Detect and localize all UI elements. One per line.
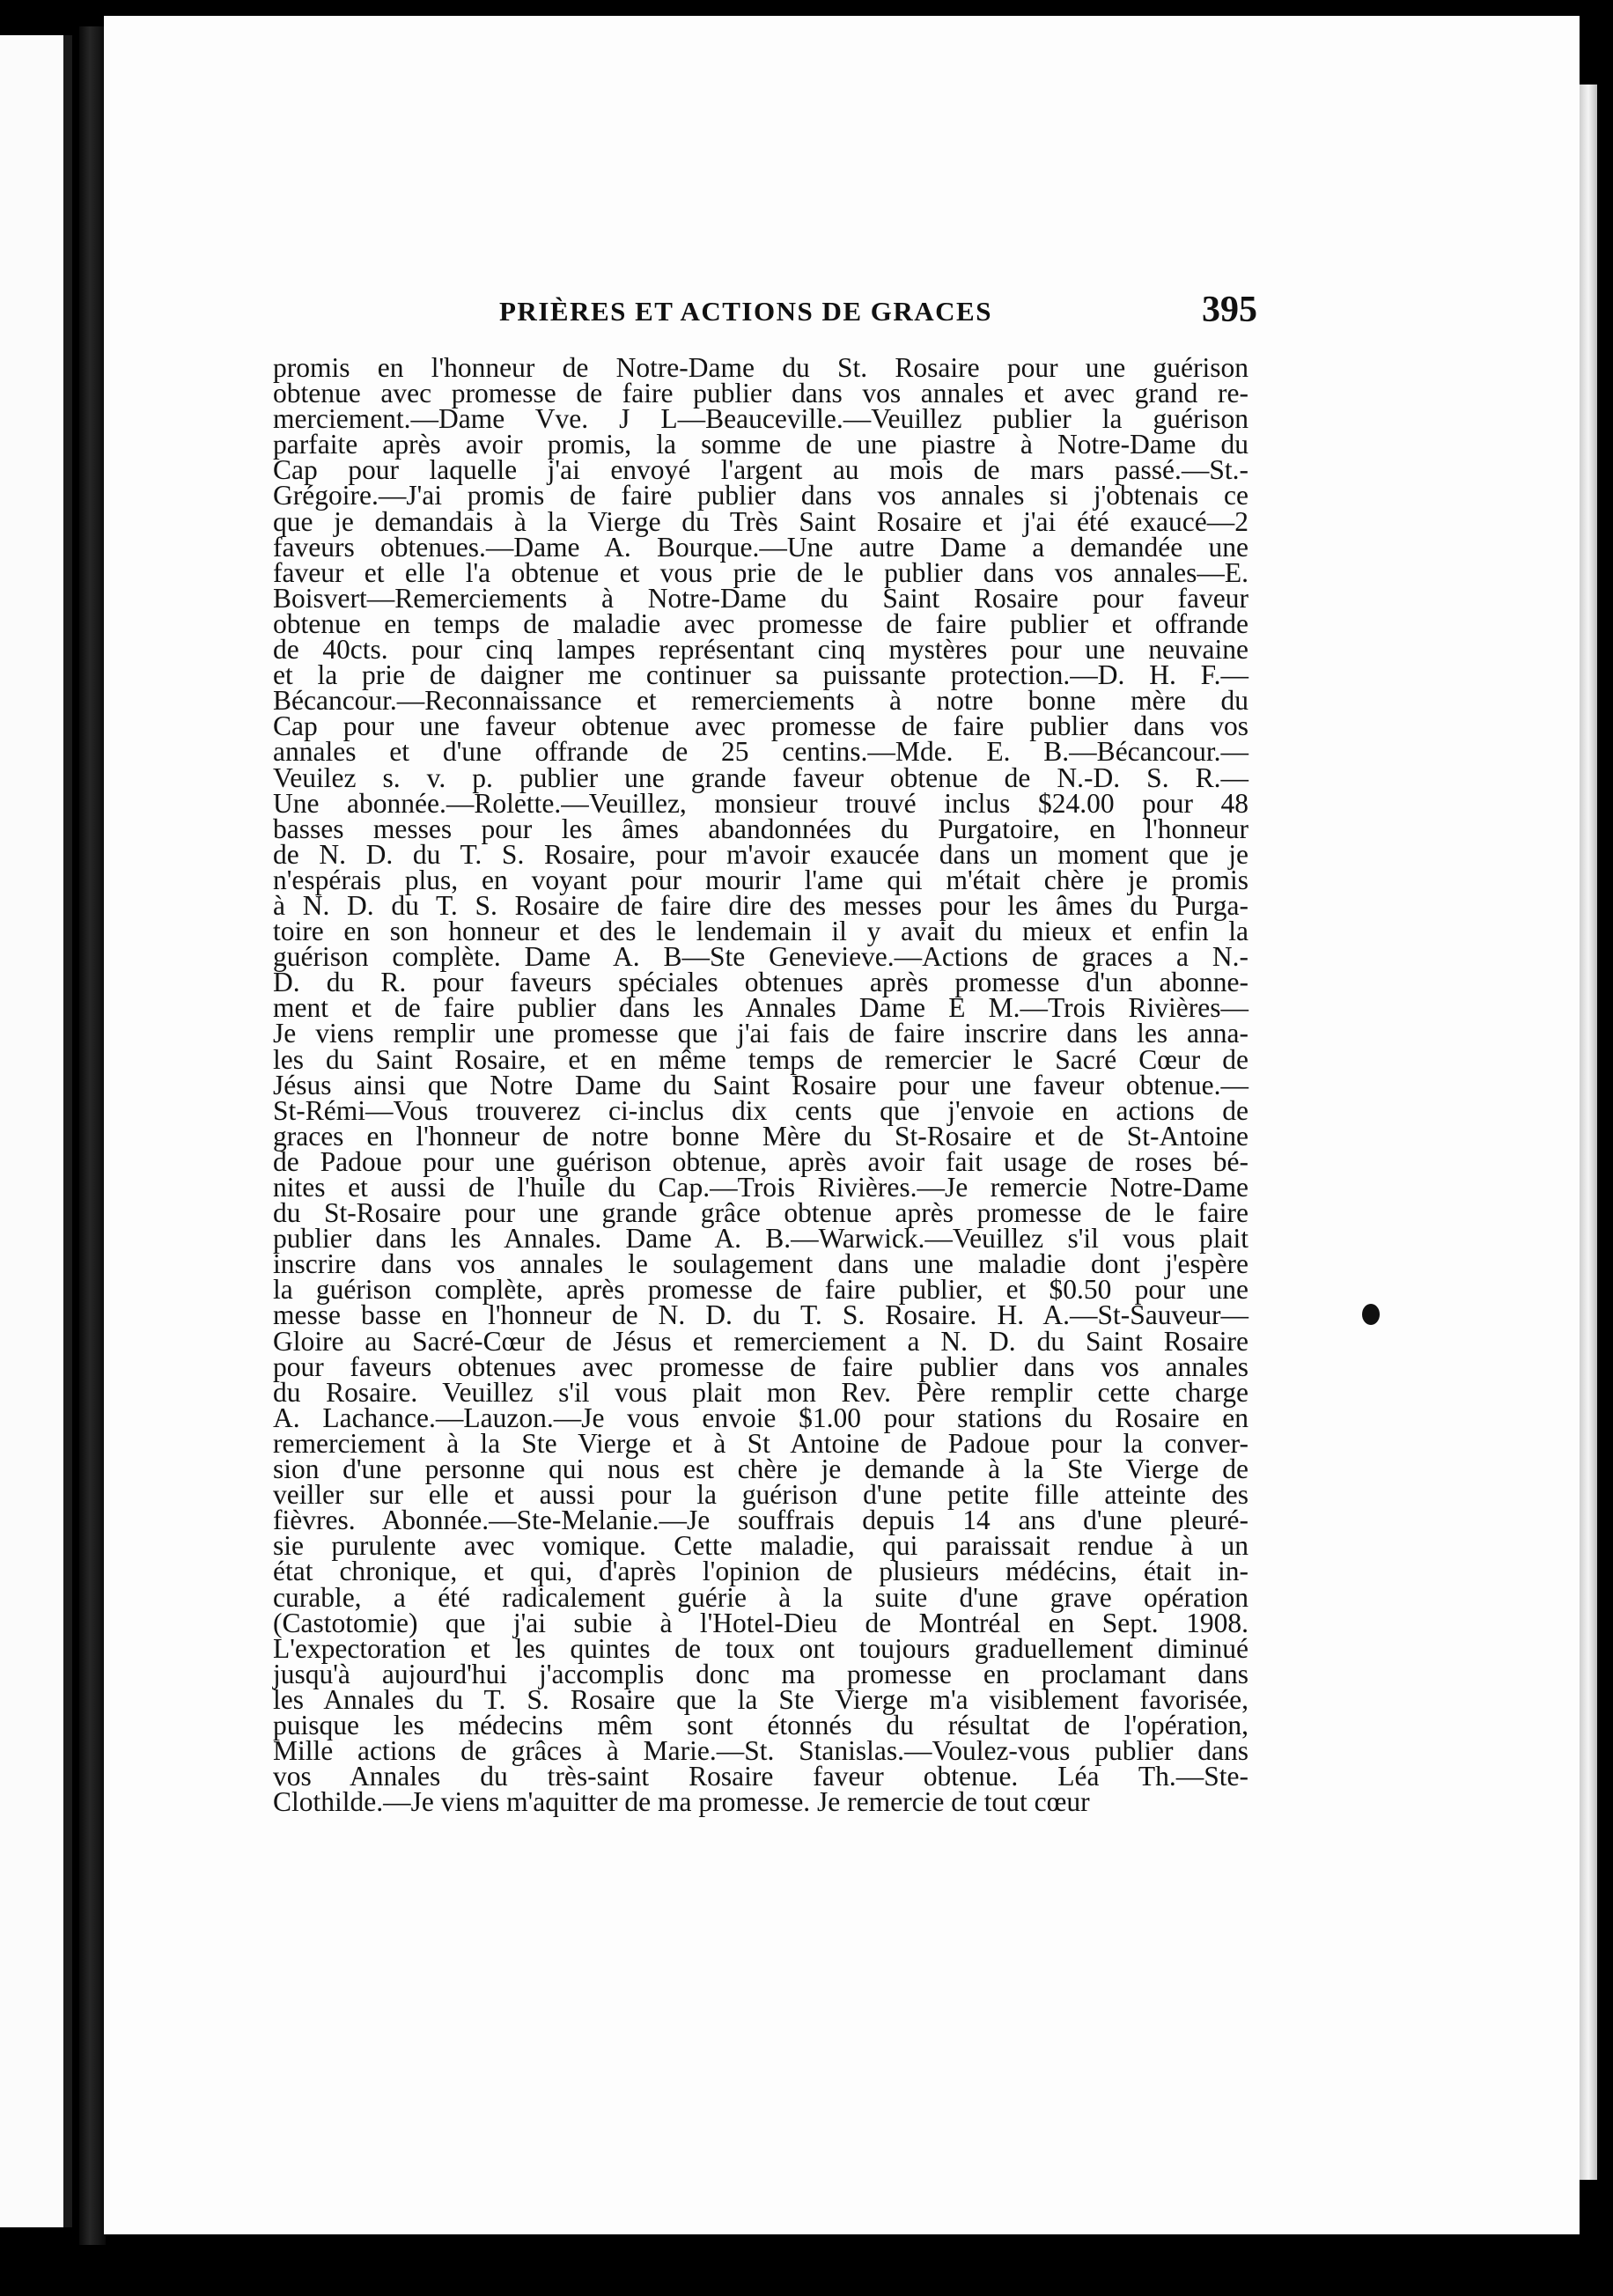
text-line: de Padoue pour une guérison obtenue, après avoir fait usage de roses bé- bbox=[273, 1145, 1248, 1177]
text-line: L'expectoration et les quintes de toux ont toujours graduellement diminué bbox=[273, 1632, 1248, 1664]
text-line: état chronique, et qui, d'après l'opinion de plusieurs médécins, était in- bbox=[273, 1556, 1248, 1587]
text-line: merciement.—Dame Vve. J L—Beauceville.—Veuillez publier la guérison bbox=[273, 403, 1248, 435]
text-line: fièvres. Abonnée.—Ste-Melanie.—Je souffrais depuis 14 ans d'une pleuré- bbox=[273, 1505, 1248, 1536]
text-line: de 40cts. pour cinq lampes représentant cinq mystères pour une neuvaine bbox=[273, 634, 1248, 666]
text-line: Cap pour laquelle j'ai envoyé l'argent au mois de mars passé.—St.- bbox=[273, 454, 1248, 486]
text-line: parfaite après avoir promis, la somme de une piastre à Notre-Dame du bbox=[273, 429, 1248, 460]
text-line: Veuilez s. v. p. publier une grande faveur obtenue de N.-D. S. R.— bbox=[273, 762, 1248, 793]
text-line: jusqu'à aujourd'hui j'accomplis donc ma promesse en proclamant dans bbox=[273, 1658, 1248, 1689]
text-line: Jésus ainsi que Notre Dame du Saint Rosaire pour une faveur obtenue.— bbox=[273, 1069, 1248, 1100]
text-line: Mille actions de grâces à Marie.—St. Stanislas.—Voulez-vous publier dans bbox=[273, 1735, 1248, 1767]
text-line: Clothilde.—Je viens m'aquitter de ma promesse. Je remercie de tout cœur bbox=[273, 1786, 1090, 1818]
text-line: Cap pour une faveur obtenue avec promesse de faire publier dans vos bbox=[273, 710, 1248, 742]
text-line: messe basse en l'honneur de N. D. du T. S. Rosaire. H. A.—St-Sauveur— bbox=[273, 1299, 1248, 1331]
text-line: toire en son honneur et des le lendemain il y avait du mieux et enfin la bbox=[273, 916, 1248, 947]
text-line: D. du R. pour faveurs spéciales obtenues après promesse d'un abonne- bbox=[273, 967, 1248, 998]
text-line: sion d'une personne qui nous est chère je demande à la Ste Vierge de bbox=[273, 1453, 1248, 1485]
text-line: St-Rémi—Vous trouverez ci-inclus dix cents que j'envoie en actions de bbox=[273, 1094, 1248, 1126]
text-line: et la prie de daigner me continuer sa puissante protection.—D. H. F.— bbox=[273, 659, 1248, 691]
text-line: Une abonnée.—Rolette.—Veuillez, monsieur trouvé inclus $24.00 pour 48 bbox=[273, 787, 1248, 819]
ink-spot bbox=[1362, 1304, 1380, 1325]
text-line: Boisvert—Remerciements à Notre-Dame du Saint Rosaire pour faveur bbox=[273, 582, 1248, 614]
body-text bbox=[273, 352, 1248, 1818]
text-line: sie purulente avec vomique. Cette maladie, qui paraissait rendue à un bbox=[273, 1530, 1248, 1562]
text-line: faveurs obtenues.—Dame A. Bourque.—Une autre Dame a demandée une bbox=[273, 531, 1248, 563]
text-line: (Castotomie) que j'ai subie à l'Hotel-Dieu de Montréal en Sept. 1908. bbox=[273, 1607, 1248, 1638]
text-line: Grégoire.—J'ai promis de faire publier dans vos annales si j'obtenais ce bbox=[273, 480, 1248, 511]
text-line: graces en l'honneur de notre bonne Mère du St-Rosaire et de St-Antoine bbox=[273, 1120, 1248, 1152]
page-number: 395 bbox=[1202, 290, 1257, 330]
text-line: du St-Rosaire pour une grande grâce obtenue après promesse de le faire bbox=[273, 1197, 1248, 1229]
text-line: basses messes pour les âmes abandonnées du Purgatoire, en l'honneur bbox=[273, 813, 1248, 844]
text-line: remerciement à la Ste Vierge et à St Antoine de Padoue pour la conver- bbox=[273, 1427, 1248, 1459]
text-line: de N. D. du T. S. Rosaire, pour m'avoir exaucée dans un moment que je bbox=[273, 838, 1248, 870]
text-line: du Rosaire. Veuillez s'il vous plait mon Rev. Père remplir cette charge bbox=[273, 1376, 1248, 1408]
text-line: veiller sur elle et aussi pour la guérison d'une petite fille atteinte des bbox=[273, 1479, 1248, 1511]
text-line: Je viens remplir une promesse que j'ai fais de faire inscrire dans les anna- bbox=[273, 1018, 1248, 1049]
text-line: inscrire dans vos annales le soulagement dans une maladie dont j'espère bbox=[273, 1248, 1248, 1280]
text-line: Gloire au Sacré-Cœur de Jésus et remerciement a N. D. du Saint Rosaire bbox=[273, 1325, 1248, 1357]
text-line: obtenue avec promesse de faire publier dans vos annales et avec grand re- bbox=[273, 378, 1248, 409]
text-line: à N. D. du T. S. Rosaire de faire dire des messes pour les âmes du Purga- bbox=[273, 889, 1248, 921]
text-line: promis en l'honneur de Notre-Dame du St. Rosaire pour une guérison bbox=[273, 352, 1248, 383]
running-head bbox=[499, 289, 1268, 342]
text-line: guérison complète. Dame A. B—Ste Genevieve.—Actions de graces a N.- bbox=[273, 941, 1248, 973]
text-line: les du Saint Rosaire, et en même temps de remercier le Sacré Cœur de bbox=[273, 1043, 1248, 1075]
running-head-title: PRIÈRES ET ACTIONS DE GRACES bbox=[499, 296, 992, 327]
text-line: Bécancour.—Reconnaissance et remerciements à notre bonne mère du bbox=[273, 685, 1248, 717]
page-stack-edge bbox=[1580, 85, 1597, 2180]
text-line: n'espérais plus, en voyant pour mourir l'ame qui m'était chère je promis bbox=[273, 864, 1248, 895]
text-line: A. Lachance.—Lauzon.—Je vous envoie $1.00 pour stations du Rosaire en bbox=[273, 1402, 1248, 1433]
text-line: puisque les médecins mêm sont étonnés du résultat de l'opération, bbox=[273, 1709, 1248, 1740]
text-line: obtenue en temps de maladie avec promesse de faire publier et offrande bbox=[273, 607, 1248, 639]
text-line: nites et aussi de l'huile du Cap.—Trois Rivières.—Je remercie Notre-Dame bbox=[273, 1172, 1248, 1203]
text-line: annales et d'une offrande de 25 centins.—Mde. E. B.—Bécancour.— bbox=[273, 736, 1248, 768]
text-line: ment et de faire publier dans les Annales Dame E M.—Trois Rivières— bbox=[273, 992, 1248, 1024]
text-line: que je demandais à la Vierge du Très Saint Rosaire et j'ai été exaucé—2 bbox=[273, 505, 1248, 537]
text-line: pour faveurs obtenues avec promesse de faire publier dans vos annales bbox=[273, 1350, 1248, 1382]
text-line: les Annales du T. S. Rosaire que la Ste Vierge m'a visiblement favorisée, bbox=[273, 1683, 1248, 1715]
text-line: publier dans les Annales. Dame A. B.—Warwick.—Veuillez s'il vous plait bbox=[273, 1223, 1248, 1255]
text-line: curable, a été radicalement guérie à la suite d'une grave opération bbox=[273, 1581, 1248, 1613]
previous-page-edge bbox=[0, 35, 72, 2227]
text-line: faveur et elle l'a obtenue et vous prie de le publier dans vos annales—E. bbox=[273, 556, 1248, 588]
book-gutter bbox=[79, 26, 106, 2245]
text-line: vos Annales du très-saint Rosaire faveur obtenue. Léa Th.—Ste- bbox=[273, 1761, 1248, 1792]
text-line: la guérison complète, après promesse de faire publier, et $0.50 pour une bbox=[273, 1274, 1248, 1306]
